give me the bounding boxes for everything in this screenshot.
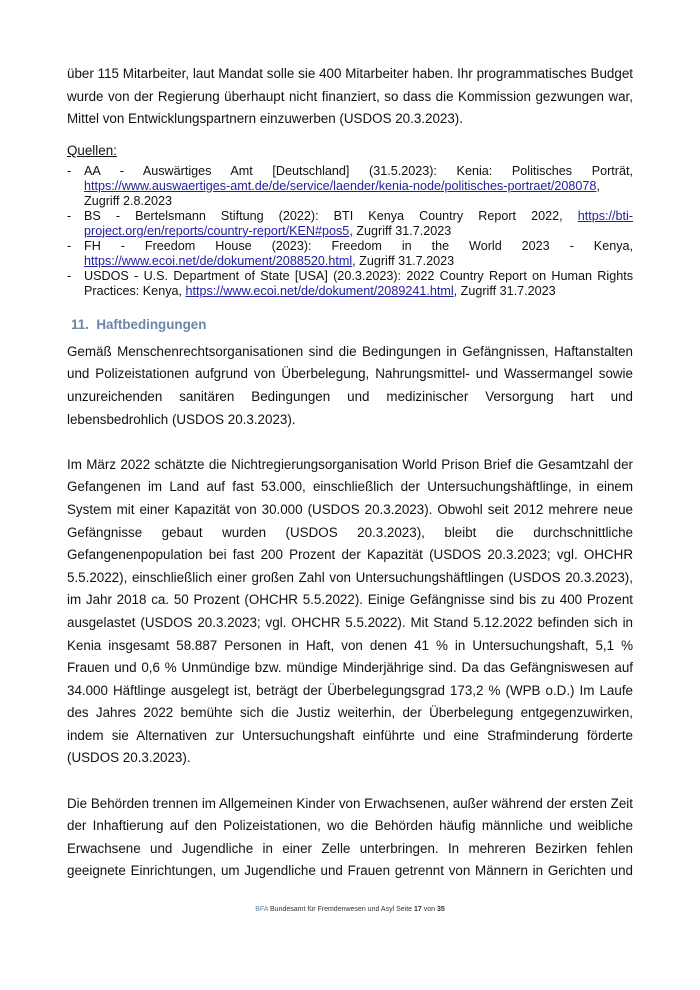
page-footer <box>0 906 700 913</box>
source-item: - BS - Bertelsmann Stiftung (2022): BTI Kenya Country Report 2022, https://bti-project.org/en/reports/country-report/KEN#pos5, Zugriff 31.7.2023 <box>67 208 633 238</box>
source-access: , Zugriff 31.7.2023 <box>349 223 452 238</box>
body-paragraph: Die Behörden trennen im Allgemeinen Kinder von Erwachsenen, außer während der ersten Zeit der Inhaftierung auf den Polizeistationen, wo die Behörden häufig männliche und weibliche Erwachsene und Jugendliche in einer Zelle unterbringen. In mehreren Bezirken fehlen geeignete Einrichtungen, um Jugendliche und Frauen getrennt von Männern in Gerichten und <box>67 795 633 879</box>
page-number: 17 <box>413 906 422 913</box>
source-access: , Zugriff 2.8.2023 <box>84 178 600 208</box>
footer-org: Bundesamt für Fremdenwesen und Asyl Seite <box>268 906 414 913</box>
sources-title: Quellen: <box>67 142 117 158</box>
source-item: - USDOS - U.S. Department of State [USA] (20.3.2023): 2022 Country Report on Human Rights Practices: Kenya, https://www.ecoi.net/de/dokument/2089241.html, Zugriff 31.7.2023 <box>67 268 633 298</box>
source-text: FH - Freedom House (2023): Freedom in the World 2023 - Kenya, <box>84 238 633 253</box>
sources-list <box>67 164 633 299</box>
source-link[interactable]: https://www.ecoi.net/de/dokument/2088520.html <box>84 253 353 268</box>
source-item: - AA - Auswärtiges Amt [Deutschland] (31.5.2023): Kenia: Politisches Porträt, https://www.auswaertiges-amt.de/de/service/laender/kenia-node/politisches-portraet/208078, Zugriff 2.8.2023 <box>67 163 633 208</box>
body-paragraph: Im März 2022 schätzte die Nichtregierungsorganisation World Prison Brief die Gesamtzahl der Gefangenen im Land auf fast 53.000, einschließlich der Untersuchungshäftlinge, in einem System mit einer Kapazität von 30.000 (USDOS 20.3.2023). Obwohl seit 2012 mehrere neue Gefängnisse gebaut wurden (USDOS 20.3.2023), bleibt die durchschnittliche Gefangenenpopulation bei fast 200 Prozent der Kapazität (USDOS 20.3.2023; vgl. OHCHR 5.5.2022), einschließlich einer großen Zahl von Untersuchungshäftlingen (USDOS 20.3.2023), im Jahr 2018 ca. 50 Prozent (OHCHR 5.5.2022). Einige Gefängnisse sind bis zu 400 Prozent ausgelastet (USDOS 20.3.2023; vgl. OHCHR 5.5.2022). Mit Stand 5.12.2022 befinden sich in Kenia insgesamt 58.887 Personen in Haft, von denen 41 % in Untersuchungshaft, 5,1 % Frauen und 0,6 % Unmündige bzw. mündige Minderjährige sind. Da das Gefängniswesen auf 34.000 Häftlinge ausgelegt ist, beträgt der Überbelegungsgrad 173,2 % (WPB o.D.) Im Laufe des Jahres 2022 bemühte sich die Justiz weiterhin, der Überbelegung entgegenzuwirken, indem sie Alternativen zur Untersuchungshaft einführte und eine Strafminderung förderte (USDOS 20.3.2023). <box>67 456 633 766</box>
source-link[interactable]: https://www.ecoi.net/de/dokument/2089241.html <box>185 283 454 298</box>
intro-paragraph: über 115 Mitarbeiter, laut Mandat solle sie 400 Mitarbeiter haben. Ihr programmatisches Budget wurde von der Regierung überhaupt nicht finanziert, so dass die Kommission gezwungen war, Mittel von Entwicklungspartnern einzuwerben (USDOS 20.3.2023). <box>67 66 633 127</box>
footer-brand: BFA <box>255 906 269 913</box>
source-text: BS - Bertelsmann Stiftung (2022): BTI Kenya Country Report 2022, <box>84 208 563 223</box>
body-paragraph: Gemäß Menschenrechtsorganisationen sind die Bedingungen in Gefängnissen, Haftanstalten und Polizeistationen aufgrund von Überbelegung, Nahrungsmittel- und Wassermangel sowie unzureichenden sanitären Bedingungen und medizinischer Versorgung hart und lebensbedrohlich (USDOS 20.3.2023). <box>67 343 633 427</box>
page-total: 35 <box>436 906 445 913</box>
source-text: USDOS - U.S. Department of State [USA] (20.3.2023): 2022 Country Report on Human Rights Practices: Kenya, <box>84 268 633 298</box>
source-access: , Zugriff 31.7.2023 <box>453 283 556 298</box>
document-page <box>67 63 633 883</box>
section-heading: 11. Haftbedingungen <box>71 316 207 332</box>
footer-of: von <box>421 906 437 913</box>
source-item: - FH - Freedom House (2023): Freedom in the World 2023 - Kenya, https://www.ecoi.net/de/dokument/2088520.html, Zugriff 31.7.2023 <box>67 238 633 268</box>
source-link[interactable]: https://bti-project.org/en/reports/country-report/KEN#pos5 <box>84 208 633 238</box>
source-text: AA - Auswärtiges Amt [Deutschland] (31.5.2023): Kenia: Politisches Porträt, <box>84 163 633 178</box>
source-link[interactable]: https://www.auswaertiges-amt.de/de/service/laender/kenia-node/politisches-portraet/208078 <box>84 178 597 193</box>
source-access: , Zugriff 31.7.2023 <box>352 253 455 268</box>
